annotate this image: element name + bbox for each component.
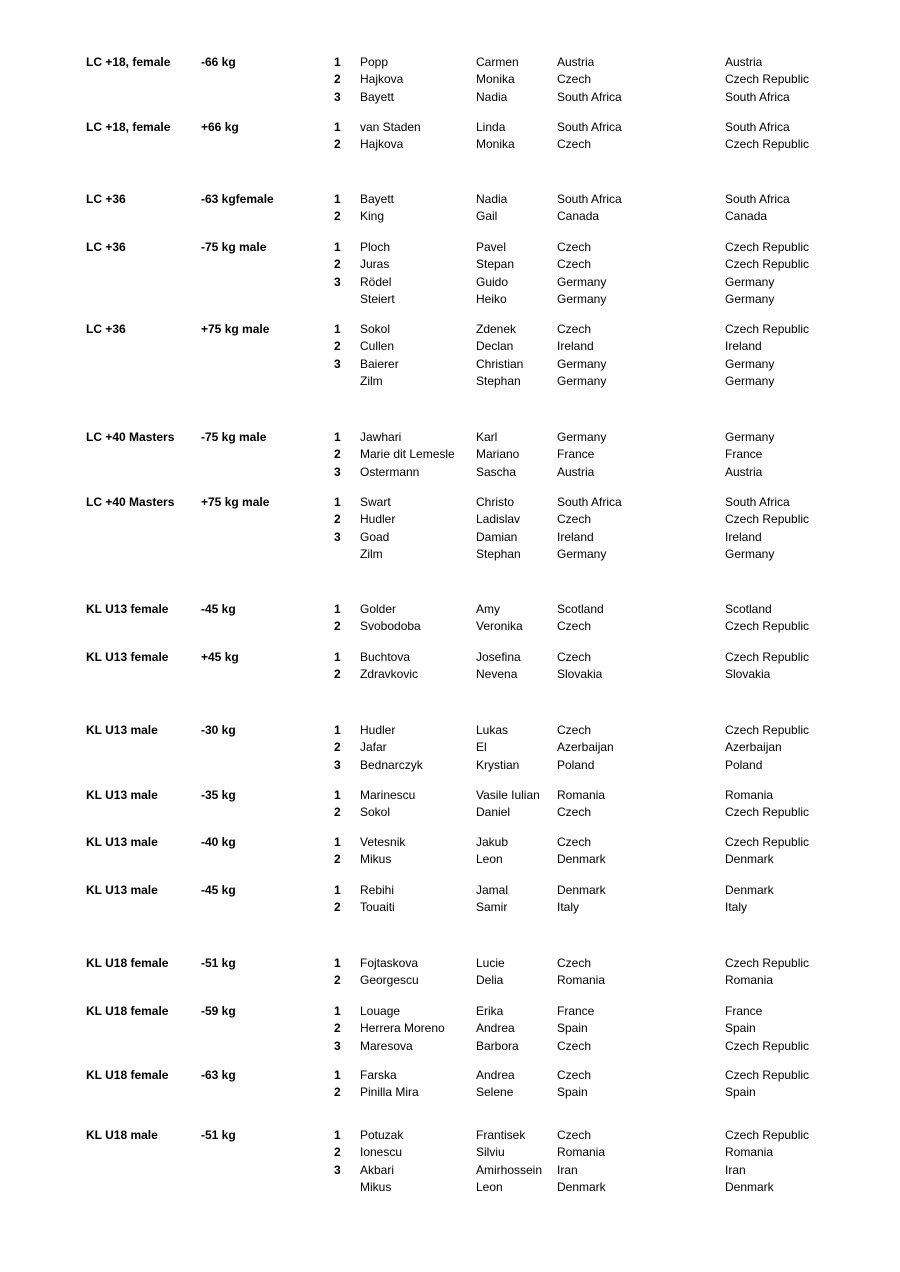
surname-cell: Jafar bbox=[360, 740, 387, 754]
country-cell: Germany bbox=[557, 275, 607, 289]
country-cell: Romania bbox=[557, 1145, 606, 1159]
surname-cell: Hudler bbox=[360, 723, 396, 737]
first-name-cell: Silviu bbox=[476, 1145, 505, 1159]
weight-class-label: -75 kg male bbox=[201, 430, 267, 444]
first-name-cell: Leon bbox=[476, 852, 503, 866]
country-cell: Poland bbox=[557, 758, 595, 772]
first-name-cell: Amy bbox=[476, 602, 500, 616]
rank-cell: 3 bbox=[334, 357, 341, 371]
category-label: KL U18 male bbox=[86, 1128, 158, 1142]
first-name-cell: Samir bbox=[476, 900, 508, 914]
surname-cell: Pinilla Mira bbox=[360, 1085, 419, 1099]
rank-cell: 1 bbox=[334, 192, 341, 206]
first-name-cell: Christo bbox=[476, 495, 515, 509]
country-cell: South Africa bbox=[557, 90, 622, 104]
first-name-cell: Daniel bbox=[476, 805, 511, 819]
weight-class-label: +75 kg male bbox=[201, 495, 270, 509]
country-cell: Czech bbox=[557, 72, 592, 86]
nation-cell: Czech Republic bbox=[725, 956, 810, 970]
weight-class-label: -63 kgfemale bbox=[201, 192, 274, 206]
rank-cell: 2 bbox=[334, 973, 341, 987]
rank-cell: 2 bbox=[334, 137, 341, 151]
category-label: LC +40 Masters bbox=[86, 430, 175, 444]
country-cell: South Africa bbox=[557, 192, 622, 206]
weight-class-label: +75 kg male bbox=[201, 322, 270, 336]
category-label: LC +36 bbox=[86, 192, 126, 206]
rank-cell: 2 bbox=[334, 209, 341, 223]
surname-cell: Golder bbox=[360, 602, 397, 616]
country-cell: Romania bbox=[557, 973, 606, 987]
surname-cell: Rebihi bbox=[360, 883, 395, 897]
weight-class-label: -45 kg bbox=[201, 883, 236, 897]
nation-cell: Czech Republic bbox=[725, 512, 810, 526]
rank-cell: 2 bbox=[334, 512, 341, 526]
surname-cell: Touaiti bbox=[360, 900, 395, 914]
weight-class-label: -30 kg bbox=[201, 723, 236, 737]
rank-cell: 3 bbox=[334, 465, 341, 479]
surname-cell: Akbari bbox=[360, 1163, 395, 1177]
surname-cell: Herrera Moreno bbox=[360, 1021, 445, 1035]
category-label: LC +36 bbox=[86, 240, 126, 254]
rank-cell: 2 bbox=[334, 1145, 341, 1159]
rank-cell: 1 bbox=[334, 956, 341, 970]
first-name-cell: Stepan bbox=[476, 257, 515, 271]
first-name-cell: Lukas bbox=[476, 723, 509, 737]
rank-cell: 3 bbox=[334, 275, 341, 289]
country-cell: Denmark bbox=[557, 883, 606, 897]
nation-cell: Denmark bbox=[725, 852, 774, 866]
country-cell: France bbox=[557, 447, 595, 461]
nation-cell: Austria bbox=[725, 55, 763, 69]
first-name-cell: Frantisek bbox=[476, 1128, 526, 1142]
country-cell: Czech bbox=[557, 1128, 592, 1142]
first-name-cell: Lucie bbox=[476, 956, 505, 970]
weight-class-label: -40 kg bbox=[201, 835, 236, 849]
first-name-cell: Nevena bbox=[476, 667, 518, 681]
surname-cell: Rödel bbox=[360, 275, 392, 289]
nation-cell: Denmark bbox=[725, 1180, 774, 1194]
rank-cell: 1 bbox=[334, 1004, 341, 1018]
country-cell: Ireland bbox=[557, 530, 594, 544]
rank-cell: 1 bbox=[334, 1068, 341, 1082]
surname-cell: Hajkova bbox=[360, 137, 404, 151]
country-cell: Iran bbox=[557, 1163, 578, 1177]
country-cell: Czech bbox=[557, 805, 592, 819]
first-name-cell: Monika bbox=[476, 72, 515, 86]
surname-cell: Potuzak bbox=[360, 1128, 404, 1142]
rank-cell: 1 bbox=[334, 1128, 341, 1142]
surname-cell: Marinescu bbox=[360, 788, 416, 802]
nation-cell: Germany bbox=[725, 374, 775, 388]
nation-cell: Germany bbox=[725, 275, 775, 289]
surname-cell: van Staden bbox=[360, 120, 421, 134]
country-cell: Spain bbox=[557, 1085, 588, 1099]
weight-class-label: -66 kg bbox=[201, 55, 236, 69]
first-name-cell: Zdenek bbox=[476, 322, 517, 336]
surname-cell: Steiert bbox=[360, 292, 395, 306]
category-label: LC +36 bbox=[86, 322, 126, 336]
category-label: KL U18 female bbox=[86, 1068, 169, 1082]
first-name-cell: Sascha bbox=[476, 465, 517, 479]
surname-cell: Hudler bbox=[360, 512, 396, 526]
first-name-cell: Krystian bbox=[476, 758, 520, 772]
rank-cell: 2 bbox=[334, 740, 341, 754]
surname-cell: Mikus bbox=[360, 852, 392, 866]
nation-cell: Ireland bbox=[725, 530, 762, 544]
rank-cell: 1 bbox=[334, 602, 341, 616]
country-cell: Denmark bbox=[557, 1180, 606, 1194]
nation-cell: South Africa bbox=[725, 192, 790, 206]
surname-cell: Louage bbox=[360, 1004, 401, 1018]
rank-cell: 3 bbox=[334, 90, 341, 104]
country-cell: Czech bbox=[557, 322, 592, 336]
first-name-cell: Josefina bbox=[476, 650, 521, 664]
nation-cell: Czech Republic bbox=[725, 650, 810, 664]
nation-cell: Czech Republic bbox=[725, 1128, 810, 1142]
surname-cell: Ionescu bbox=[360, 1145, 403, 1159]
country-cell: Czech bbox=[557, 619, 592, 633]
country-cell: Azerbaijan bbox=[557, 740, 614, 754]
country-cell: Scotland bbox=[557, 602, 604, 616]
surname-cell: Swart bbox=[360, 495, 391, 509]
first-name-cell: Linda bbox=[476, 120, 506, 134]
nation-cell: South Africa bbox=[725, 495, 790, 509]
first-name-cell: Karl bbox=[476, 430, 498, 444]
first-name-cell: Guido bbox=[476, 275, 509, 289]
rank-cell: 1 bbox=[334, 835, 341, 849]
country-cell: France bbox=[557, 1004, 595, 1018]
nation-cell: Czech Republic bbox=[725, 137, 810, 151]
nation-cell: Romania bbox=[725, 973, 774, 987]
first-name-cell: Erika bbox=[476, 1004, 504, 1018]
country-cell: Slovakia bbox=[557, 667, 603, 681]
rank-cell: 1 bbox=[334, 883, 341, 897]
surname-cell: Hajkova bbox=[360, 72, 404, 86]
category-label: KL U13 male bbox=[86, 883, 158, 897]
surname-cell: Svobodoba bbox=[360, 619, 421, 633]
surname-cell: Ploch bbox=[360, 240, 391, 254]
rank-cell: 1 bbox=[334, 240, 341, 254]
first-name-cell: El bbox=[476, 740, 487, 754]
rank-cell: 2 bbox=[334, 900, 341, 914]
country-cell: Czech bbox=[557, 512, 592, 526]
weight-class-label: -63 kg bbox=[201, 1068, 236, 1082]
category-label: LC +18, female bbox=[86, 55, 171, 69]
nation-cell: Denmark bbox=[725, 883, 774, 897]
surname-cell: Ostermann bbox=[360, 465, 420, 479]
rank-cell: 1 bbox=[334, 788, 341, 802]
category-label: KL U13 male bbox=[86, 835, 158, 849]
first-name-cell: Declan bbox=[476, 339, 514, 353]
first-name-cell: Stephan bbox=[476, 374, 521, 388]
rank-cell: 2 bbox=[334, 339, 341, 353]
first-name-cell: Selene bbox=[476, 1085, 514, 1099]
nation-cell: Czech Republic bbox=[725, 1068, 810, 1082]
country-cell: Austria bbox=[557, 55, 595, 69]
category-label: LC +18, female bbox=[86, 120, 171, 134]
nation-cell: Czech Republic bbox=[725, 240, 810, 254]
country-cell: Czech bbox=[557, 835, 592, 849]
nation-cell: Azerbaijan bbox=[725, 740, 782, 754]
rank-cell: 2 bbox=[334, 852, 341, 866]
category-label: KL U13 female bbox=[86, 602, 169, 616]
category-label: KL U18 female bbox=[86, 1004, 169, 1018]
first-name-cell: Stephan bbox=[476, 547, 521, 561]
rank-cell: 1 bbox=[334, 55, 341, 69]
rank-cell: 2 bbox=[334, 257, 341, 271]
surname-cell: Sokol bbox=[360, 805, 391, 819]
first-name-cell: Andrea bbox=[476, 1021, 515, 1035]
rank-cell: 2 bbox=[334, 1085, 341, 1099]
surname-cell: Maresova bbox=[360, 1039, 413, 1053]
first-name-cell: Monika bbox=[476, 137, 515, 151]
category-label: KL U13 male bbox=[86, 723, 158, 737]
country-cell: Canada bbox=[557, 209, 600, 223]
country-cell: Germany bbox=[557, 547, 607, 561]
surname-cell: Zilm bbox=[360, 374, 383, 388]
nation-cell: Germany bbox=[725, 547, 775, 561]
rank-cell: 2 bbox=[334, 667, 341, 681]
first-name-cell: Amirhossein bbox=[476, 1163, 543, 1177]
nation-cell: Czech Republic bbox=[725, 72, 810, 86]
surname-cell: Marie dit Lemesle bbox=[360, 447, 455, 461]
nation-cell: France bbox=[725, 447, 763, 461]
weight-class-label: +66 kg bbox=[201, 120, 239, 134]
rank-cell: 2 bbox=[334, 447, 341, 461]
country-cell: Czech bbox=[557, 650, 592, 664]
surname-cell: Bayett bbox=[360, 192, 395, 206]
nation-cell: Canada bbox=[725, 209, 768, 223]
nation-cell: Czech Republic bbox=[725, 257, 810, 271]
country-cell: Czech bbox=[557, 956, 592, 970]
country-cell: South Africa bbox=[557, 120, 622, 134]
surname-cell: Jawhari bbox=[360, 430, 402, 444]
country-cell: Germany bbox=[557, 292, 607, 306]
country-cell: Romania bbox=[557, 788, 606, 802]
surname-cell: Buchtova bbox=[360, 650, 411, 664]
surname-cell: Baierer bbox=[360, 357, 399, 371]
rank-cell: 1 bbox=[334, 723, 341, 737]
country-cell: Czech bbox=[557, 723, 592, 737]
weight-class-label: +45 kg bbox=[201, 650, 239, 664]
country-cell: Czech bbox=[557, 137, 592, 151]
country-cell: Czech bbox=[557, 1039, 592, 1053]
country-cell: Czech bbox=[557, 240, 592, 254]
surname-cell: Bayett bbox=[360, 90, 395, 104]
first-name-cell: Pavel bbox=[476, 240, 507, 254]
weight-class-label: -51 kg bbox=[201, 1128, 236, 1142]
surname-cell: Farska bbox=[360, 1068, 397, 1082]
surname-cell: King bbox=[360, 209, 385, 223]
first-name-cell: Heiko bbox=[476, 292, 507, 306]
first-name-cell: Ladislav bbox=[476, 512, 521, 526]
country-cell: Germany bbox=[557, 374, 607, 388]
weight-class-label: -51 kg bbox=[201, 956, 236, 970]
weight-class-label: -59 kg bbox=[201, 1004, 236, 1018]
rank-cell: 1 bbox=[334, 322, 341, 336]
country-cell: Germany bbox=[557, 357, 607, 371]
surname-cell: Sokol bbox=[360, 322, 391, 336]
nation-cell: Poland bbox=[725, 758, 763, 772]
surname-cell: Fojtaskova bbox=[360, 956, 419, 970]
first-name-cell: Christian bbox=[476, 357, 524, 371]
first-name-cell: Barbora bbox=[476, 1039, 519, 1053]
weight-class-label: -45 kg bbox=[201, 602, 236, 616]
country-cell: Denmark bbox=[557, 852, 606, 866]
nation-cell: Romania bbox=[725, 1145, 774, 1159]
weight-class-label: -35 kg bbox=[201, 788, 236, 802]
surname-cell: Juras bbox=[360, 257, 390, 271]
first-name-cell: Delia bbox=[476, 973, 504, 987]
category-label: KL U18 female bbox=[86, 956, 169, 970]
rank-cell: 1 bbox=[334, 430, 341, 444]
country-cell: Czech bbox=[557, 257, 592, 271]
first-name-cell: Vasile Iulian bbox=[476, 788, 540, 802]
nation-cell: South Africa bbox=[725, 120, 790, 134]
rank-cell: 1 bbox=[334, 495, 341, 509]
surname-cell: Zilm bbox=[360, 547, 383, 561]
country-cell: South Africa bbox=[557, 495, 622, 509]
nation-cell: South Africa bbox=[725, 90, 790, 104]
country-cell: Germany bbox=[557, 430, 607, 444]
country-cell: Austria bbox=[557, 465, 595, 479]
nation-cell: Germany bbox=[725, 357, 775, 371]
nation-cell: Czech Republic bbox=[725, 322, 810, 336]
nation-cell: Romania bbox=[725, 788, 774, 802]
category-label: KL U13 female bbox=[86, 650, 169, 664]
nation-cell: Czech Republic bbox=[725, 805, 810, 819]
nation-cell: Czech Republic bbox=[725, 1039, 810, 1053]
first-name-cell: Andrea bbox=[476, 1068, 515, 1082]
surname-cell: Popp bbox=[360, 55, 389, 69]
surname-cell: Mikus bbox=[360, 1180, 392, 1194]
nation-cell: Germany bbox=[725, 292, 775, 306]
surname-cell: Zdravkovic bbox=[360, 667, 419, 681]
category-label: LC +40 Masters bbox=[86, 495, 175, 509]
nation-cell: Germany bbox=[725, 430, 775, 444]
country-cell: Spain bbox=[557, 1021, 588, 1035]
nation-cell: Czech Republic bbox=[725, 835, 810, 849]
nation-cell: Scotland bbox=[725, 602, 772, 616]
category-label: KL U13 male bbox=[86, 788, 158, 802]
first-name-cell: Veronika bbox=[476, 619, 523, 633]
first-name-cell: Carmen bbox=[476, 55, 519, 69]
nation-cell: Ireland bbox=[725, 339, 762, 353]
rank-cell: 1 bbox=[334, 650, 341, 664]
nation-cell: France bbox=[725, 1004, 763, 1018]
country-cell: Italy bbox=[557, 900, 580, 914]
first-name-cell: Gail bbox=[476, 209, 498, 223]
surname-cell: Georgescu bbox=[360, 973, 419, 987]
rank-cell: 2 bbox=[334, 805, 341, 819]
first-name-cell: Damian bbox=[476, 530, 518, 544]
nation-cell: Iran bbox=[725, 1163, 746, 1177]
rank-cell: 2 bbox=[334, 72, 341, 86]
country-cell: Czech bbox=[557, 1068, 592, 1082]
country-cell: Ireland bbox=[557, 339, 594, 353]
rank-cell: 1 bbox=[334, 120, 341, 134]
first-name-cell: Jakub bbox=[476, 835, 509, 849]
surname-cell: Bednarczyk bbox=[360, 758, 423, 772]
rank-cell: 3 bbox=[334, 1163, 341, 1177]
first-name-cell: Nadia bbox=[476, 192, 508, 206]
first-name-cell: Nadia bbox=[476, 90, 508, 104]
nation-cell: Spain bbox=[725, 1085, 756, 1099]
surname-cell: Vetesnik bbox=[360, 835, 406, 849]
weight-class-label: -75 kg male bbox=[201, 240, 267, 254]
rank-cell: 2 bbox=[334, 1021, 341, 1035]
surname-cell: Cullen bbox=[360, 339, 395, 353]
first-name-cell: Mariano bbox=[476, 447, 520, 461]
nation-cell: Slovakia bbox=[725, 667, 771, 681]
rank-cell: 2 bbox=[334, 619, 341, 633]
nation-cell: Italy bbox=[725, 900, 748, 914]
rank-cell: 3 bbox=[334, 1039, 341, 1053]
surname-cell: Goad bbox=[360, 530, 390, 544]
rank-cell: 3 bbox=[334, 530, 341, 544]
first-name-cell: Leon bbox=[476, 1180, 503, 1194]
rank-cell: 3 bbox=[334, 758, 341, 772]
nation-cell: Czech Republic bbox=[725, 619, 810, 633]
nation-cell: Czech Republic bbox=[725, 723, 810, 737]
nation-cell: Spain bbox=[725, 1021, 756, 1035]
nation-cell: Austria bbox=[725, 465, 763, 479]
first-name-cell: Jamal bbox=[476, 883, 509, 897]
